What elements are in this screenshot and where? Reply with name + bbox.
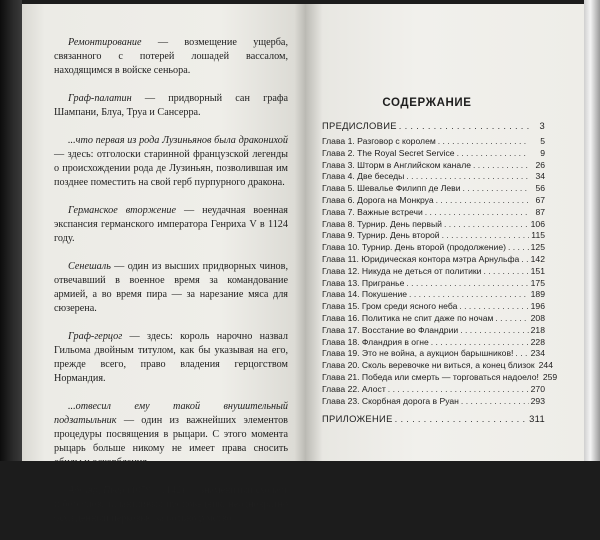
toc-chapter-row [322,301,545,313]
toc-chapter-row [322,348,545,360]
glossary-entry [54,92,288,120]
toc-preface [322,120,545,136]
toc-chapter-page: 9 [540,147,545,158]
glossary-entry [54,484,288,526]
toc-chapter-page: 106 [530,218,545,229]
toc-chapter-row [322,384,545,396]
toc-chapter-row [322,313,545,325]
toc-chapter-row [322,278,545,290]
toc-leader-dots [406,171,529,181]
toc-leader-dots [461,396,529,406]
toc-chapter-title: Глава 2. The Royal Secret Service [322,147,455,158]
glossary-definition: — возмещение ущерба, связанного с потерей лошадей вассалом, находящимся в войске сеньора. [54,37,288,76]
toc-chapter-row [322,337,545,349]
toc-chapter-title: Глава 10. Турнир. День второй (продолжение) [322,242,506,253]
toc-chapter-title: Глава 3. Шторм в Английском канале [322,159,471,170]
toc-chapter-row [322,207,545,219]
toc-chapter-title: Глава 22. Алост [322,383,386,394]
glossary-notes [54,36,288,540]
glossary-definition: — придворный сан графа Шампани, Блуа, Труа и Сансерра. [54,93,288,118]
toc-chapter-page: 115 [531,230,545,241]
toc-chapter-page: 228 [530,336,545,347]
glossary-paragraph [54,260,288,316]
toc-chapter-page: 125 [530,242,545,253]
toc-preface-title: ПРЕДИСЛОВИЕ [322,120,397,131]
glossary-paragraph [54,36,288,78]
glossary-definition: — неудачная военная экспансия германского императора Генриха V в 1124 году. [54,205,288,244]
toc-chapter-page: 189 [530,289,545,300]
toc-chapter-page: 234 [530,348,545,359]
toc-leader-dots [463,183,529,193]
toc-chapter-title: Глава 18. Фландрия в огне [322,336,429,347]
table-of-contents [322,120,558,429]
toc-chapter-row [322,360,553,372]
toc-chapter-row [322,148,545,160]
toc-leader-dots [483,266,528,276]
glossary-paragraph [54,330,288,386]
toc-chapter-page: 26 [535,159,545,170]
toc-chapter-title: Глава 4. Две беседы [322,171,405,182]
toc-chapter-page: 259 [542,371,558,382]
toc-preface-page: 3 [539,120,545,131]
toc-chapter-row [322,195,545,207]
toc-chapter-page: 218 [530,324,545,335]
toc-chapter-page: 87 [535,206,545,217]
toc-chapter-row [322,171,545,183]
toc-chapter-row [322,371,558,384]
toc-chapter-title: Глава 21. Победа или смерть — торговаться надоело! [322,371,539,382]
toc-appendix [322,413,545,429]
toc-leader-dots [399,120,529,131]
toc-chapter-row [322,266,545,278]
toc-chapter-title: Глава 15. Гром среди ясного неба [322,301,458,312]
toc-chapter-title: Глава 8. Турнир. День первый [322,218,442,229]
glossary-term: Ремонтирование [68,37,142,48]
toc-leader-dots [425,207,529,217]
page-stack-edge [584,0,600,461]
contents-title: СОДЕРЖАНИЕ [382,97,472,109]
toc-chapter-page: 175 [530,277,545,288]
glossary-entry [54,204,288,246]
glossary-definition: — здесь: отголоски старинной французской легенды о происхождении рода де Лузиньян, позволившая им позднее поместить на свой герб пурпурного дракона. [54,149,288,188]
toc-leader-dots [438,136,529,146]
toc-chapter-page: 270 [530,383,545,394]
toc-leader-dots [431,337,529,347]
toc-leader-dots [508,242,529,252]
glossary-paragraph [54,92,288,120]
toc-chapter-page: 5 [540,136,545,146]
toc-chapter-row [322,219,545,231]
glossary-paragraph [54,400,288,470]
toc-chapter-row [322,230,545,242]
toc-leader-dots [442,230,529,240]
glossary-paragraph [54,484,288,526]
toc-chapter-page: 142 [530,253,545,264]
toc-leader-dots [395,413,528,424]
toc-leader-dots [409,289,529,299]
glossary-term: Граф-герцог [68,331,123,342]
toc-chapter-page: 196 [530,301,545,312]
toc-leader-dots [406,278,528,288]
toc-chapter-title: Глава 11. Юридическая контора мэтра Арнульфа [322,253,520,264]
toc-chapter-page: 244 [538,360,553,371]
toc-chapter-row [322,242,545,254]
toc-chapter-row [322,136,545,148]
glossary-paragraph [54,134,288,190]
toc-leader-dots [460,325,528,335]
toc-chapter-title: Глава 6. Дорога на Монкруа [322,194,434,205]
glossary-term: Германское вторжение [68,205,176,216]
toc-chapter-title: Глава 20. Сколь веревочке ни виться, а конец близок [322,360,535,371]
toc-chapter-title: Глава 23. Скорбная дорога в Руан [322,395,459,406]
toc-chapter-row [322,289,545,301]
glossary-term: ...отвесил ему такой внушительный подзатыльник [54,401,288,426]
toc-leader-dots [495,313,528,323]
glossary-paragraph [54,204,288,246]
glossary-definition: — один из важнейших элементов процедуры посвящения в рыцари. С этого момента рыцарь больше никому не имеет права сносить обиды и оскорбления. [54,415,288,468]
toc-chapter-title: Глава 16. Политика не спит даже по ночам [322,312,494,323]
toc-leader-dots [457,148,529,158]
toc-chapter-row [322,325,545,337]
toc-appendix-title: ПРИЛОЖЕНИЕ [322,413,393,425]
glossary-term: Граф-палатин [68,93,132,104]
toc-chapter-page: 151 [530,265,545,276]
toc-chapter-page: 34 [535,171,545,182]
toc-leader-dots [388,384,529,394]
toc-chapter-title: Глава 14. Покушение [322,289,408,300]
toc-chapter-page: 208 [530,312,545,323]
toc-chapter-page: 293 [530,395,545,406]
toc-chapter-row [322,396,545,408]
toc-leader-dots [459,301,528,311]
toc-chapter-title: Глава 9. Турнир. День второй [322,230,440,241]
toc-leader-dots [515,348,528,358]
glossary-term: Абеляр, Пьер [68,485,125,496]
toc-chapter-title: Глава 17. Восстание во Фландрии [322,324,459,335]
toc-chapter-page: 56 [535,183,545,194]
glossary-definition: — один из высших придворных чинов, отвечавший в военное время за командование армией, а во время пира — за нарезание мяса для сюзерена. [54,261,288,314]
toc-chapter-title: Глава 19. Это не война, а аукцион барышников! [322,348,514,359]
toc-appendix-page: 311 [529,413,545,425]
toc-chapter-page: 67 [535,194,545,205]
toc-chapter-row [322,254,545,266]
toc-leader-dots [473,160,529,170]
toc-chapter-row [322,160,545,172]
toc-chapter-row [322,183,545,195]
toc-chapter-list [322,136,558,407]
toc-chapter-title: Глава 7. Важные встречи [322,206,423,217]
toc-chapter-title: Глава 5. Шевалье Филипп де Леви [322,183,461,194]
toc-leader-dots [444,219,529,229]
glossary-term: ...что первая из рода Лузиньянов была драконихой [68,135,288,146]
glossary-term: Сенешаль [68,261,111,272]
toc-chapter-title: Глава 1. Разговор с королем [322,136,436,146]
glossary-definition: (1079—1142) — знаменитый схоласт и богослов, талантливый проповедник, неоднократно осужденный церковью за вольнодумство. [54,485,288,524]
glossary-entry [54,330,288,386]
glossary-entry [54,36,288,78]
glossary-entry [54,134,288,190]
toc-leader-dots [521,254,528,264]
glossary-definition: — здесь: король нарочно назвал Гильома двойным титулом, как бы указывая на его, прежде всего, право владения герцогством Нормандия. [54,331,288,384]
toc-leader-dots [436,195,529,205]
toc-chapter-title: Глава 12. Никуда не деться от политики [322,265,482,276]
toc-chapter-title: Глава 13. Пригранье [322,277,405,288]
glossary-entry [54,400,288,470]
book-spine-edge [0,0,22,461]
glossary-entry [54,260,288,316]
